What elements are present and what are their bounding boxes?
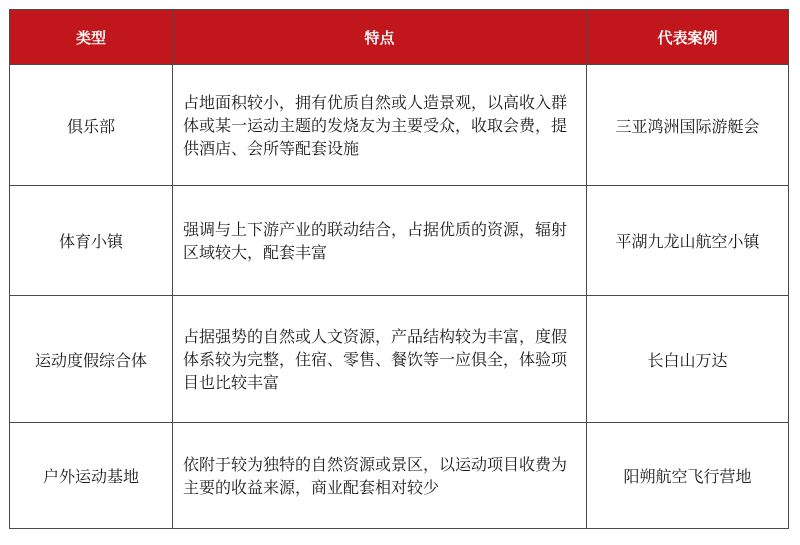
table-row	[10, 423, 789, 529]
comparison-table	[9, 9, 789, 529]
cell-feature	[173, 186, 587, 296]
table-row	[10, 186, 789, 296]
cell-type: 体育小镇	[10, 186, 173, 296]
comparison-table-container	[9, 9, 788, 529]
cell-type: 俱乐部	[10, 65, 173, 186]
header-type: 类型	[10, 10, 173, 65]
header-feature: 特点	[173, 10, 587, 65]
table-row	[10, 296, 789, 423]
cell-feature	[173, 296, 587, 423]
cell-feature	[173, 65, 587, 186]
cell-example: 长白山万达	[587, 296, 789, 423]
feature-text: 强调与上下游产业的联动结合，占据优质的资源，辐射区域较大，配套丰富	[183, 219, 568, 262]
header-row	[10, 10, 789, 65]
cell-type: 户外运动基地	[10, 423, 173, 529]
cell-example: 三亚鸿洲国际游艇会	[587, 65, 789, 186]
cell-example: 平湖九龙山航空小镇	[587, 186, 789, 296]
header-example: 代表案例	[587, 10, 789, 65]
cell-feature	[173, 423, 587, 529]
cell-example: 阳朔航空飞行营地	[587, 423, 789, 529]
feature-text: 占地面积较小，拥有优质自然或人造景观，以高收入群体或某一运动主题的发烧友为主要受众，收取会费，提供酒店、会所等配套设施	[183, 92, 568, 158]
feature-text: 依附于较为独特的自然资源或景区，以运动项目收费为主要的收益来源，商业配套相对较少	[183, 454, 568, 497]
feature-text: 占据强势的自然或人文资源，产品结构较为丰富，度假体系较为完整，住宿、零售、餐饮等一应俱全，体验项目也比较丰富	[183, 326, 568, 392]
table-row	[10, 65, 789, 186]
cell-type: 运动度假综合体	[10, 296, 173, 423]
